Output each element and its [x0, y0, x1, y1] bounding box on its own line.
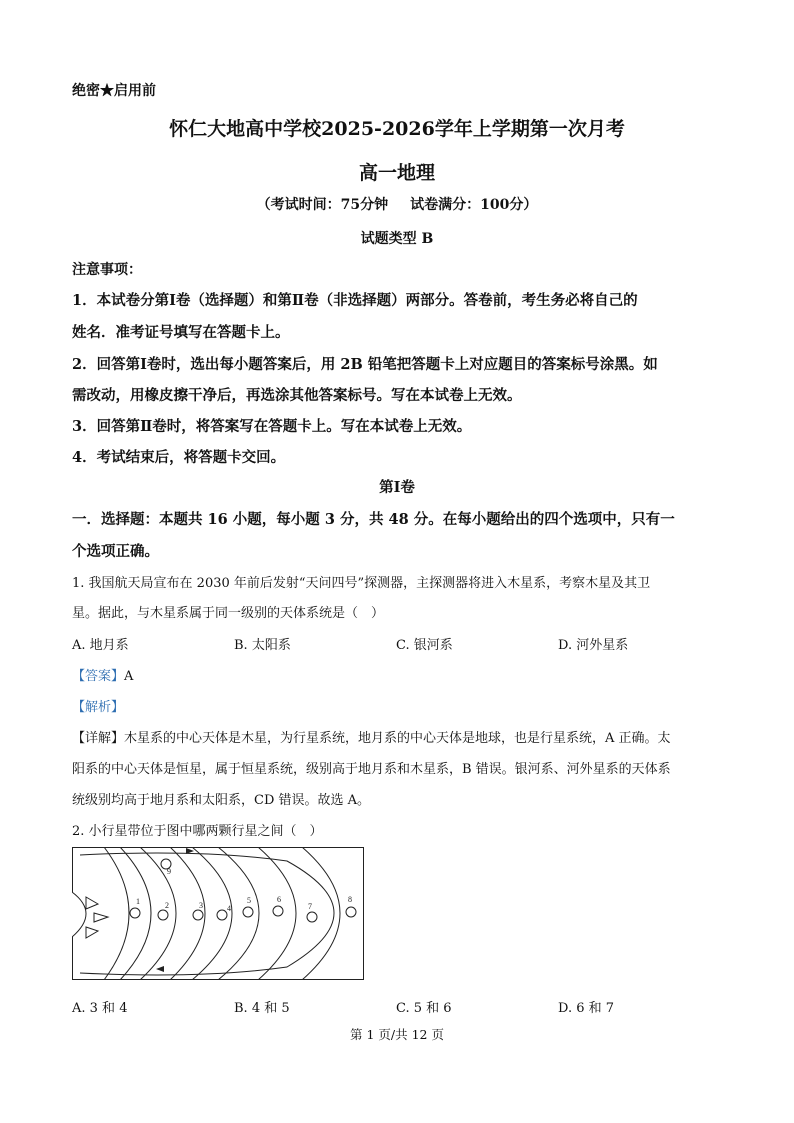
planet-label-4: 4	[227, 904, 231, 913]
volume-title: 第Ⅰ卷	[379, 479, 415, 496]
notes-line-5: 3．回答第Ⅱ卷时，将答案写在答题卡上。写在本试卷上无效。	[72, 418, 472, 435]
section-heading-line-1: 一．选择题：本题共 16 小题，每小题 3 分，共 48 分。在每小题给出的四个选项中，只有一	[72, 511, 675, 528]
orbit-arrow-icon	[156, 966, 164, 972]
section-heading-line-2: 个选项正确。	[72, 543, 159, 560]
planet-label-3: 3	[199, 901, 203, 910]
planet-label-2: 2	[165, 901, 169, 910]
subject-title: 高一地理	[358, 162, 435, 184]
planet-5	[243, 907, 253, 917]
sun-ray-icon	[86, 927, 98, 938]
secret-label: 绝密★启用前	[72, 83, 156, 99]
q2-option-d: D. 6 和 7	[558, 1001, 615, 1016]
q1-detail-line-3: 统级别均高于地月系和太阳系，CD 错误。故选 A。	[72, 793, 371, 808]
full-score: 试卷满分：100分）	[410, 197, 538, 213]
planet-label-6: 6	[277, 895, 281, 904]
notes-line-1: 1．本试卷分第Ⅰ卷（选择题）和第Ⅱ卷（非选择题）两部分。答卷前，考生务必将自己的	[72, 292, 638, 309]
notes-title: 注意事项：	[72, 262, 142, 278]
planet-4	[217, 910, 227, 920]
q1-detail-line-2: 阳系的中心天体是恒星，属于恒星系统，级别高于地月系和木星系，B 错误。银河系、河外星系的天体系	[72, 762, 671, 777]
exam-time: （考试时间：75分钟	[256, 197, 389, 213]
q1-detail-line-1	[72, 727, 671, 746]
planet-label-9: 9	[167, 867, 171, 876]
planet-label-7: 7	[308, 902, 312, 911]
notes-line-2: 姓名．准考证号填写在答题卡上。	[72, 324, 290, 341]
planet-2	[158, 910, 168, 920]
detail-tag: 【详解】	[72, 731, 125, 746]
solar-system-diagram	[72, 847, 364, 980]
sun-ray-icon	[94, 913, 108, 922]
planet-7	[307, 912, 317, 922]
notes-line-6: 4．考试结束后，将答题卡交回。	[72, 449, 286, 466]
school-title: 怀仁大地高中学校2025-2026学年上学期第一次月考	[169, 118, 625, 140]
question-type: 试题类型 B	[360, 231, 434, 247]
planet-3	[193, 910, 203, 920]
q2-option-c: C. 5 和 6	[396, 1001, 452, 1016]
q1-stem-line-2: 星。据此，与木星系属于同一级别的天体系统是（ ）	[72, 606, 385, 621]
planet-label-8: 8	[348, 895, 352, 904]
detail-text-1: 木星系的中心天体是木星，为行星系统，地月系的中心天体是地球，也是行星系统，A 正确。太	[124, 731, 671, 746]
planet-label-5: 5	[247, 896, 251, 905]
planet-6	[273, 906, 283, 916]
planet-1	[130, 908, 140, 918]
notes-line-4: 需改动，用橡皮擦干净后，再选涂其他答案标号。写在本试卷上无效。	[72, 387, 522, 404]
q1-option-d: D. 河外星系	[558, 638, 629, 653]
q1-analysis	[72, 696, 124, 715]
q1-option-b: B. 太阳系	[234, 638, 291, 653]
sun-icon	[72, 892, 86, 937]
answer-tag: 【答案】	[72, 669, 125, 684]
exam-info	[0, 194, 794, 214]
q2-option-b: B. 4 和 5	[234, 1001, 290, 1016]
q1-answer	[72, 665, 133, 684]
planet-8	[346, 907, 356, 917]
q1-stem-line-1: 1. 我国航天局宣布在 2030 年前后发射“天问四号”探测器，主探测器将进入木星系，考察木星及其卫	[72, 576, 651, 591]
answer-value: A	[124, 669, 134, 684]
q1-option-c: C. 银河系	[396, 638, 453, 653]
q1-option-a: A. 地月系	[72, 638, 129, 653]
analysis-tag: 【解析】	[72, 700, 125, 715]
sun-ray-icon	[86, 897, 98, 909]
q2-option-a: A. 3 和 4	[72, 1001, 128, 1016]
page-footer: 第 1 页/共 12 页	[350, 1027, 444, 1042]
planet-label-1: 1	[136, 897, 140, 906]
q2-stem: 2. 小行星带位于图中哪两颗行星之间（ ）	[72, 824, 323, 839]
notes-line-3: 2．回答第Ⅰ卷时，选出每小题答案后，用 2B 铅笔把答题卡上对应题目的答案标号涂黑。如	[72, 356, 658, 373]
